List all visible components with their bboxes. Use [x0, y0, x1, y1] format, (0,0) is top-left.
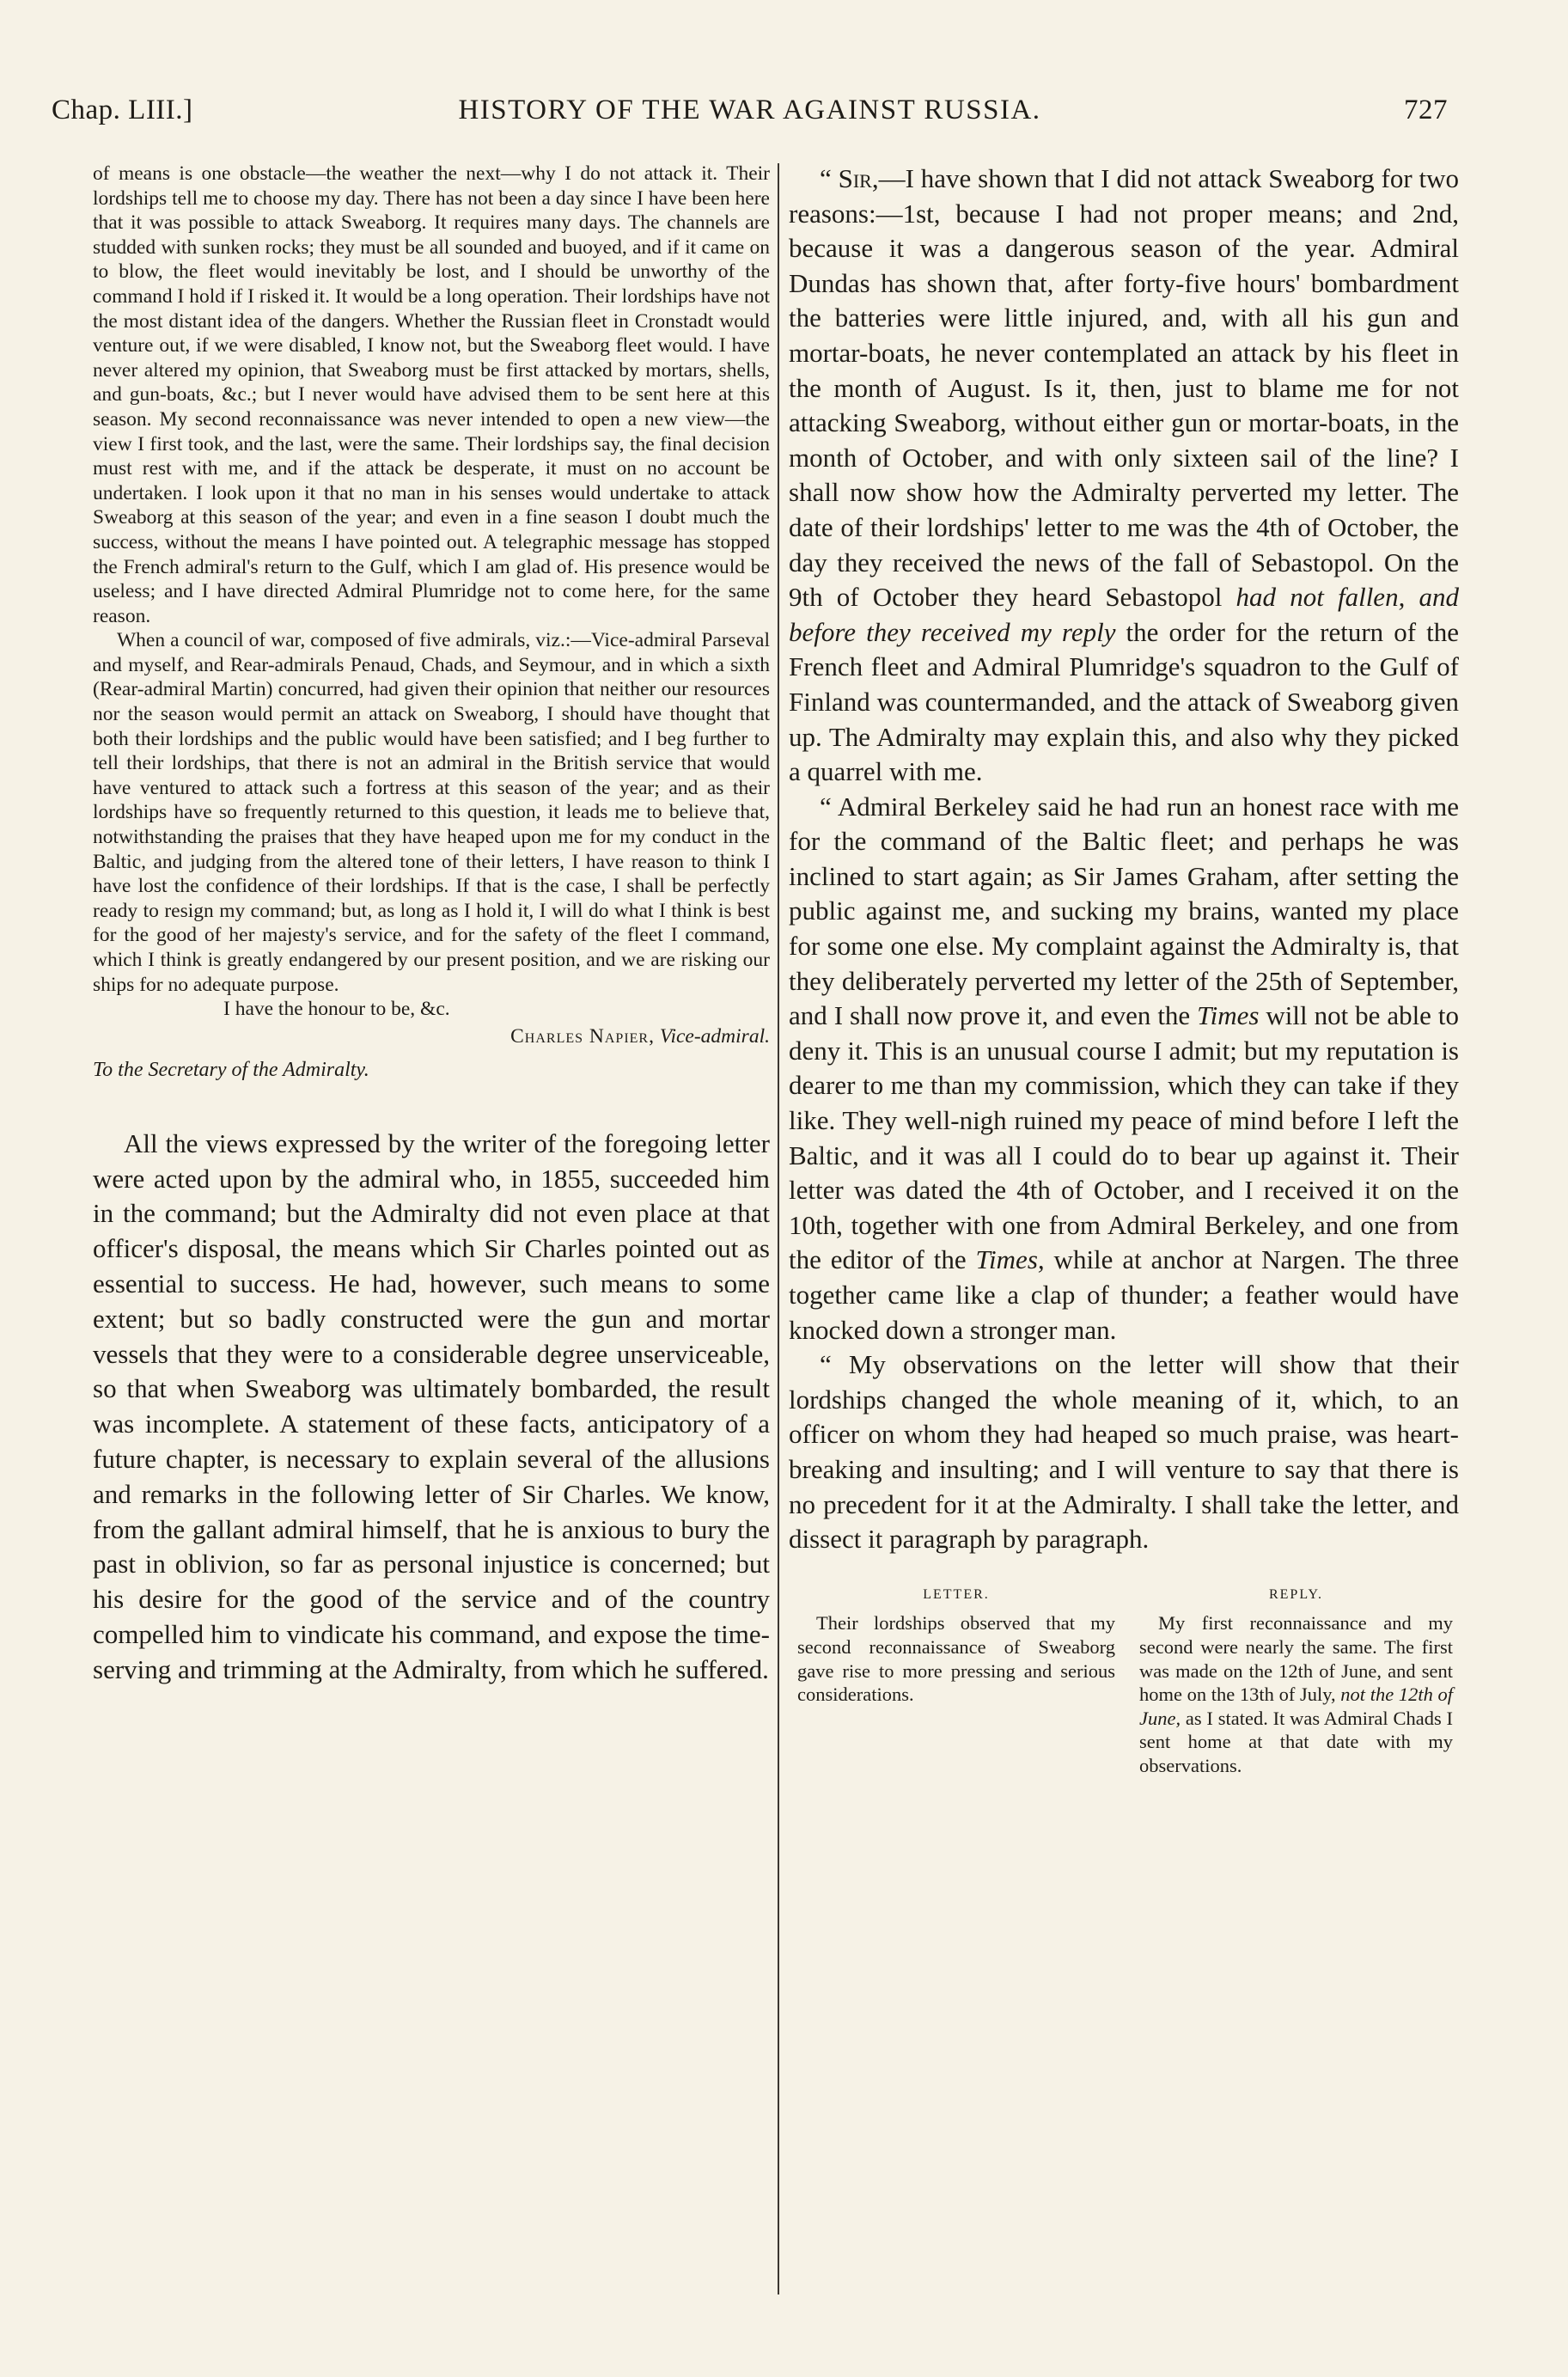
- salutation: Sir: [838, 163, 872, 193]
- addressee: To the Secretary of the Admiralty.: [93, 1058, 369, 1081]
- letter-text: Their lordships observed that my second reconnaissance of Sweaborg gave rise to more pressing and serious considerations.: [797, 1612, 1115, 1706]
- signature: [93, 1022, 770, 1051]
- letter-column: [797, 1583, 1115, 1707]
- running-title: HISTORY OF THE WAR AGAINST RUSSIA.: [458, 95, 1041, 125]
- running-header: [52, 88, 1448, 139]
- letter-paragraph: [789, 162, 1459, 790]
- signature-title: Vice-admiral.: [659, 1024, 770, 1048]
- letter-reply-table: [789, 1583, 1459, 1944]
- letter-paragraph: of means is one obstacle—the weather the next—why I do not attack it. Their lordships tell me to choose my day. There has not been a day since I have been here that it was possible to attack Sweaborg. It requires many days. The channels are studded with sunken rocks; they must be all sounded and buoyed, and if it came on to blow, the fleet would inevitably be lost, and I should be unworthy of the command I hold if I risked it. It would be a long operation. Their lordships have not the most distant idea of the dangers. Whether the Russian fleet in Cronstadt would venture out, if we were disabled, I know not, but the Sweaborg fleet would. I have never altered my opinion, that Sweaborg must be first attacked by mortars, shells, and gun-boats, &c.; but I never would have advised them to be sent here at this season. My second reconnaissance was never intended to open a new view—the view I first took, and the last, were the same. Their lordships say, the final decision must rest with me, and if the attack be desperate, it must on no account be undertaken. I look upon it that no man in his senses would undertake to attack Sweaborg at this season of the year; and even in a fine season I doubt much the success, without the means I have pointed out. A telegraphic message has stopped the French admiral's return to the Gulf, which I am glad of. His presence would be useless; and I have directed Admiral Plumridge not to come here, for the same reason.: [93, 162, 770, 627]
- signature-name: Charles Napier,: [510, 1024, 655, 1048]
- text-run: the order for the return of the French fleet and Admiral Plumridge's squadron to the Gulf of Finland was countermanded, and the attack of Sweaborg given up. The Admiralty may explain this, and also why they picked a quarrel with me.: [789, 616, 1459, 787]
- left-column: [93, 162, 770, 1688]
- emphasis: not the 12th of June,: [1139, 1683, 1453, 1729]
- reply-heading: REPLY.: [1268, 1586, 1323, 1602]
- letter-paragraph: “ My observations on the letter will show that their lordships changed the whole meaning of it, which, to an officer on whom they had heaped so much praise, was heart-breaking and insulting; and I will venture to say that there is no precedent for it at the Admiralty. I shall take the letter, and dissect it paragraph by paragraph.: [789, 1349, 1459, 1555]
- text-run: My first reconnaissance and my second were nearly the same. The first was made on the 12th of June, and sent home on the 13th of July,: [1139, 1612, 1453, 1706]
- narrative-paragraph: All the views expressed by the writer of the foregoing letter were acted upon by the admiral who, in 1855, succeeded him in the command; but the Admiralty did not even place at that officer's disposal, the means which Sir Charles pointed out as essential to success. He had, however, such means to some extent; but so badly constructed were the gun and mortar vessels that they were to a considerable degree unserviceable, so that when Sweaborg was ultimately bombarded, the result was incomplete. A statement of these facts, anticipatory of a future chapter, is necessary to explain several of the allusions and remarks in the following letter of Sir Charles. We know, from the gallant admiral himself, that he is anxious to bury the past in oblivion, so far as personal injustice is concerned; but his desire for the good of the service and of the country compelled him to vindicate his command, and expose the time-serving and trimming at the Admiralty, from which he suffered.: [93, 1127, 770, 1684]
- text-run: ,—I have shown that I did not attack Sweaborg for two reasons:—1st, because I had not proper means; and 2nd, because it was a dangerous season of the year. Admiral Dundas has shown that, after forty-five hours' bombardment the batteries were little injured, and, with all his gun and mortar-boats, he never contemplated an attack by his fleet in the month of August. Is it, then, just to blame me for not attacking Sweaborg, without either gun or mortar-boats, in the month of October, and with only sixteen sail of the line? I shall now show how the Admiralty perverted my letter. The date of their lordships' letter to me was the 4th of October, the day they received the news of the fall of Sebastopol. On the 9th of October they heard Sebastopol: [789, 163, 1459, 613]
- reply-text: [1139, 1611, 1453, 1777]
- text-run: will not be able to deny it. This is an unusual course I admit; but my reputation is dearer to me than my commission, which they can take if they like. They well-nigh ruined my peace of mind before I left the Baltic, and it was all I could do to bear up against it. Their letter was dated the 4th of October, and I received it on the 10th, together with one from Admiral Berkeley, and one from the editor of the: [789, 1000, 1459, 1275]
- letter-paragraph: When a council of war, composed of five admirals, viz.:—Vice-admiral Parseval and myself, and Rear-admirals Penaud, Chads, and Seymour, and in which a sixth (Rear-admiral Martin) concurred, had given their opinion that neither our resources nor the season would permit an attack on Sweaborg, I should have thought that both their lordships and the public would have been satisfied; and I beg further to tell their lordships, that there is not an admiral in the British service that would have ventured to attack such a fortress at this season of the year; and as their lordships have so frequently returned to this question, it leads me to believe that, notwithstanding the praises that they have heaped upon me for my conduct in the Baltic, and judging from the altered tone of their letters, I have reason to think I have lost the confidence of their lordships. If that is the case, I shall be perfectly ready to resign my command; but, as long as I hold it, I will do what I think is best for the good of her majesty's service, and for the safety of the fleet I command, which I think is greatly endangered by our present position, and we are risking our ships for no adequate purpose.: [93, 629, 770, 996]
- open-quote: “: [820, 163, 839, 193]
- narrative: [93, 1127, 770, 1688]
- text-run: as I stated. It was Admiral Chads I sent home at that date with my observations.: [1139, 1707, 1453, 1776]
- emphasis: Times,: [975, 1244, 1045, 1275]
- emphasis: Times: [1197, 1000, 1260, 1031]
- page-number: 727: [1404, 95, 1448, 125]
- column-rule: [778, 163, 779, 2295]
- text-run: “ Admiral Berkeley said he had run an honest race with me for the command of the Baltic fleet; and perhaps he was inclined to start again; as Sir James Graham, after setting the public against me, and sucking my brains, wanted my place for some one else. My complaint against the Admiralty is, that they deliberately perverted my letter of the 25th of September, and I shall now prove it, and even the: [789, 791, 1459, 1031]
- reply-column: [1139, 1583, 1453, 1778]
- right-column: [789, 162, 1459, 1944]
- letter-closing: I have the honour to be, &c.: [223, 998, 450, 1021]
- letter-paragraph: [789, 790, 1459, 1348]
- text-run: while at anchor at Nargen. The three together came like a clap of thunder; a feather would have knocked down a stronger man.: [789, 1244, 1459, 1345]
- emphasis: had not fallen, and before they received my reply: [789, 582, 1459, 647]
- quoted-letter: [93, 162, 770, 997]
- second-letter: [789, 162, 1459, 1557]
- chapter-label: Chap. LIII.]: [52, 95, 193, 125]
- letter-heading: LETTER.: [923, 1586, 990, 1602]
